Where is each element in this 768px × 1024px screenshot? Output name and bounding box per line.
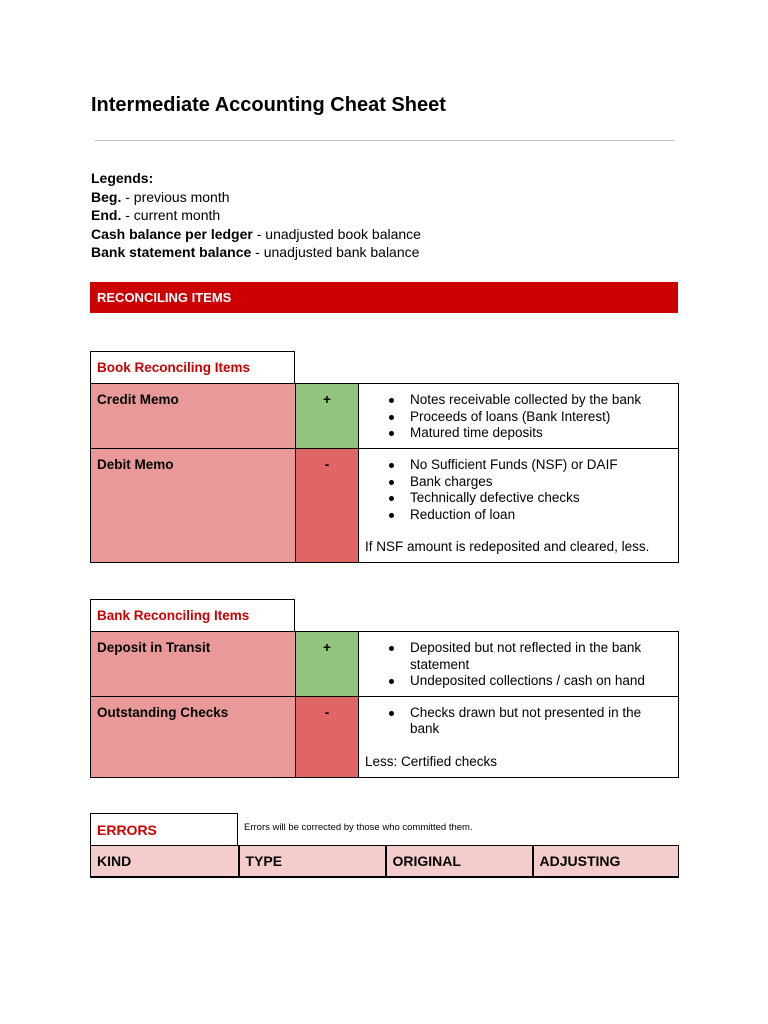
table-row bbox=[91, 449, 679, 563]
list-item: Proceeds of loans (Bank Interest) bbox=[410, 409, 672, 426]
list-item: Checks drawn but not presented in the bank bbox=[410, 705, 672, 738]
minus-sign: - bbox=[296, 449, 359, 563]
column-header-type: TYPE bbox=[239, 846, 386, 877]
section-banner-reconciling-items: RECONCILING ITEMS bbox=[90, 282, 678, 313]
errors-note: Errors will be corrected by those who committed them. bbox=[244, 822, 473, 833]
legend-item: Cash balance per ledger - unadjusted book balance bbox=[91, 225, 421, 242]
book-reconciling-table bbox=[90, 383, 679, 563]
list-item: No Sufficient Funds (NSF) or DAIF bbox=[410, 457, 672, 474]
list-item: Undeposited collections / cash on hand bbox=[410, 673, 672, 690]
book-reconciling-heading: Book Reconciling Items bbox=[90, 351, 295, 384]
bank-reconciling-heading: Bank Reconciling Items bbox=[90, 599, 295, 632]
plus-sign: + bbox=[296, 384, 359, 449]
table-row bbox=[91, 384, 679, 449]
legend-item: Bank statement balance - unadjusted bank balance bbox=[91, 244, 420, 261]
legend-heading: Legends: bbox=[91, 170, 154, 186]
list-item: Reduction of loan bbox=[410, 507, 672, 524]
row-label: Debit Memo bbox=[91, 449, 296, 563]
list-item: Matured time deposits bbox=[410, 425, 672, 442]
row-label: Deposit in Transit bbox=[91, 632, 296, 697]
page-title: Intermediate Accounting Cheat Sheet bbox=[91, 94, 446, 116]
legend-block bbox=[91, 169, 421, 262]
row-details bbox=[359, 384, 679, 449]
legend-item: End. - current month bbox=[91, 207, 221, 224]
bank-reconciling-table bbox=[90, 631, 679, 778]
minus-sign: - bbox=[296, 696, 359, 777]
errors-heading: ERRORS bbox=[90, 813, 238, 846]
table-row bbox=[91, 632, 679, 697]
column-header-adjusting: ADJUSTING bbox=[533, 846, 679, 877]
row-details bbox=[359, 632, 679, 697]
list-item: Notes receivable collected by the bank bbox=[410, 392, 672, 409]
column-header-original: ORIGINAL bbox=[386, 846, 533, 877]
plus-sign: + bbox=[296, 632, 359, 697]
row-note: Less: Certified checks bbox=[365, 753, 498, 769]
list-item: Bank charges bbox=[410, 474, 672, 491]
list-item: Technically defective checks bbox=[410, 490, 672, 507]
row-note: If NSF amount is redeposited and cleared, less. bbox=[365, 539, 650, 555]
table-header-row bbox=[91, 846, 679, 877]
column-header-kind: KIND bbox=[91, 846, 239, 877]
row-details bbox=[359, 696, 679, 777]
legend-item: Beg. - previous month bbox=[91, 188, 230, 205]
title-divider bbox=[95, 140, 674, 141]
row-label: Outstanding Checks bbox=[91, 696, 296, 777]
errors-table bbox=[90, 845, 679, 878]
row-label: Credit Memo bbox=[91, 384, 296, 449]
list-item: Deposited but not reflected in the bank statement bbox=[410, 640, 672, 673]
table-row bbox=[91, 696, 679, 777]
row-details bbox=[359, 449, 679, 563]
